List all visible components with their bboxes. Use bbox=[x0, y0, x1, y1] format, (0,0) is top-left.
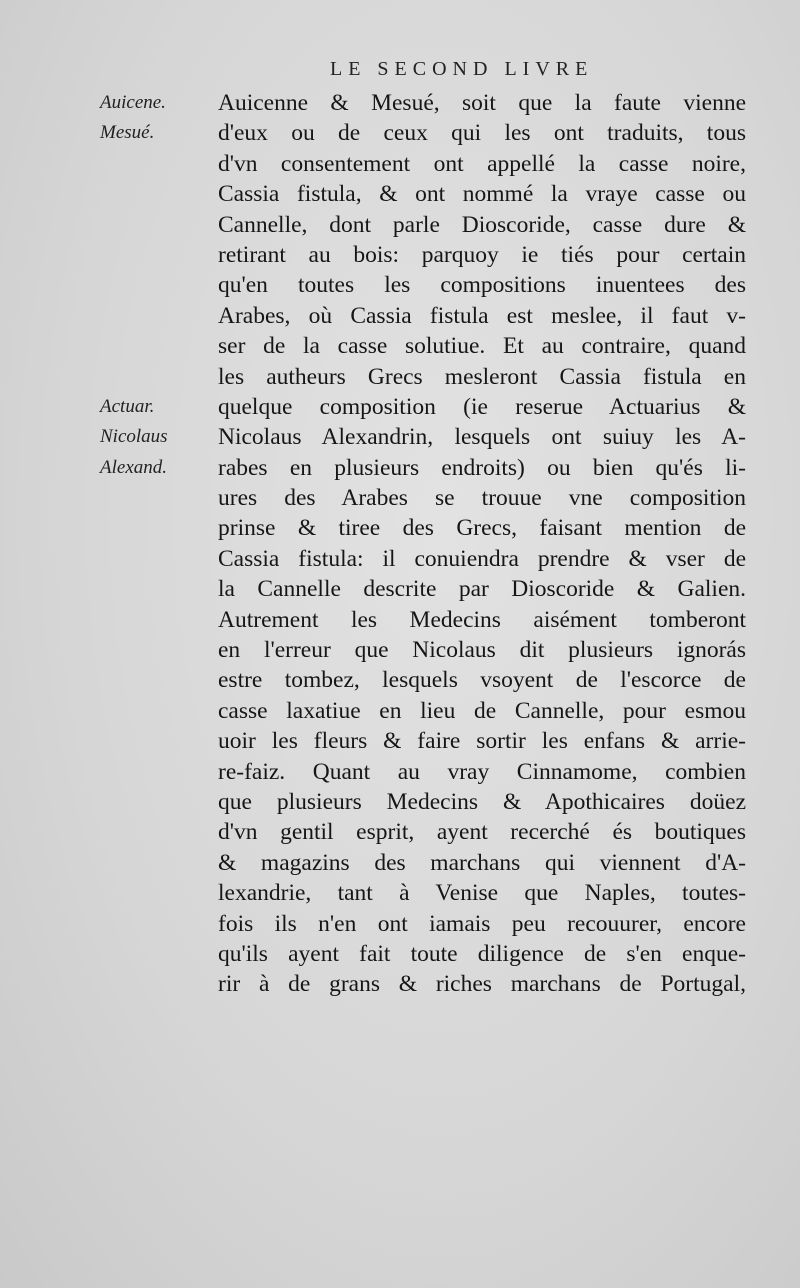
margin-note: Mesué. bbox=[100, 122, 155, 144]
text-line: en l'erreur que Nicolaus dit plusieurs ignorás bbox=[218, 637, 746, 664]
running-head: LE SECOND LIVRE bbox=[330, 58, 594, 80]
text-line: Nicolaus Alexandrin, lesquels ont suiuy les A- bbox=[218, 424, 746, 451]
text-line: la Cannelle descrite par Dioscoride & Galien. bbox=[218, 576, 746, 603]
margin-note: Alexand. bbox=[100, 456, 168, 478]
text-line: fois ils n'en ont iamais peu recouurer, encore bbox=[218, 910, 746, 937]
text-line: & magazins des marchans qui viennent d'A- bbox=[218, 849, 746, 876]
text-line: que plusieurs Medecins & Apothicaires doüez bbox=[218, 788, 746, 815]
text-line: les autheurs Grecs mesleront Cassia fistula en bbox=[218, 363, 746, 390]
text-line: qu'ils ayent fait toute diligence de s'en enque- bbox=[218, 940, 746, 967]
text-line: Auicenne & Mesué, soit que la faute vienne bbox=[218, 90, 746, 116]
text-line: qu'en toutes les compositions inuentees des bbox=[218, 272, 746, 299]
text-line: Cassia fistula: il conuiendra prendre & vser de bbox=[218, 545, 746, 572]
text-line: lexandrie, tant à Venise que Naples, toutes- bbox=[218, 880, 746, 907]
text-line: rabes en plusieurs endroits) ou bien qu'és li- bbox=[218, 454, 746, 481]
text-line: d'vn consentement ont appellé la casse noire, bbox=[218, 150, 746, 177]
text-line: Autrement les Medecins aisément tomberont bbox=[218, 606, 746, 633]
text-line: estre tombez, lesquels vsoyent de l'escorce de bbox=[218, 667, 746, 694]
text-line: Cannelle, dont parle Dioscoride, casse dure & bbox=[218, 211, 746, 238]
margin-note: Auicene. bbox=[100, 92, 166, 113]
text-line: quelque composition (ie reserue Actuarius & bbox=[218, 393, 746, 420]
text-line: casse laxatiue en lieu de Cannelle, pour esmou bbox=[218, 697, 746, 724]
text-line: uoir les fleurs & faire sortir les enfans & arrie- bbox=[218, 728, 746, 755]
text-line: ures des Arabes se trouue vne composition bbox=[218, 485, 746, 512]
text-line: prinse & tiree des Grecs, faisant mention de bbox=[218, 515, 746, 542]
text-line: ser de la casse solutiue. Et au contraire, quand bbox=[218, 333, 746, 360]
text-line: rir à de grans & riches marchans de Portugal, bbox=[218, 971, 746, 998]
body-text bbox=[218, 88, 746, 1000]
margin-note: Nicolaus bbox=[100, 426, 168, 448]
margin-note: Actuar. bbox=[100, 396, 155, 417]
text-line: d'eux ou de ceux qui les ont traduits, tous bbox=[218, 120, 746, 147]
text-line: Cassia fistula, & ont nommé la vraye casse ou bbox=[218, 181, 746, 208]
text-line: re-faiz. Quant au vray Cinnamome, combien bbox=[218, 758, 746, 785]
text-line: retirant au bois: parquoy ie tiés pour certain bbox=[218, 241, 746, 268]
text-line: Arabes, où Cassia fistula est meslee, il faut v- bbox=[218, 302, 746, 329]
text-line: d'vn gentil esprit, ayent recerché és boutiques bbox=[218, 819, 746, 846]
